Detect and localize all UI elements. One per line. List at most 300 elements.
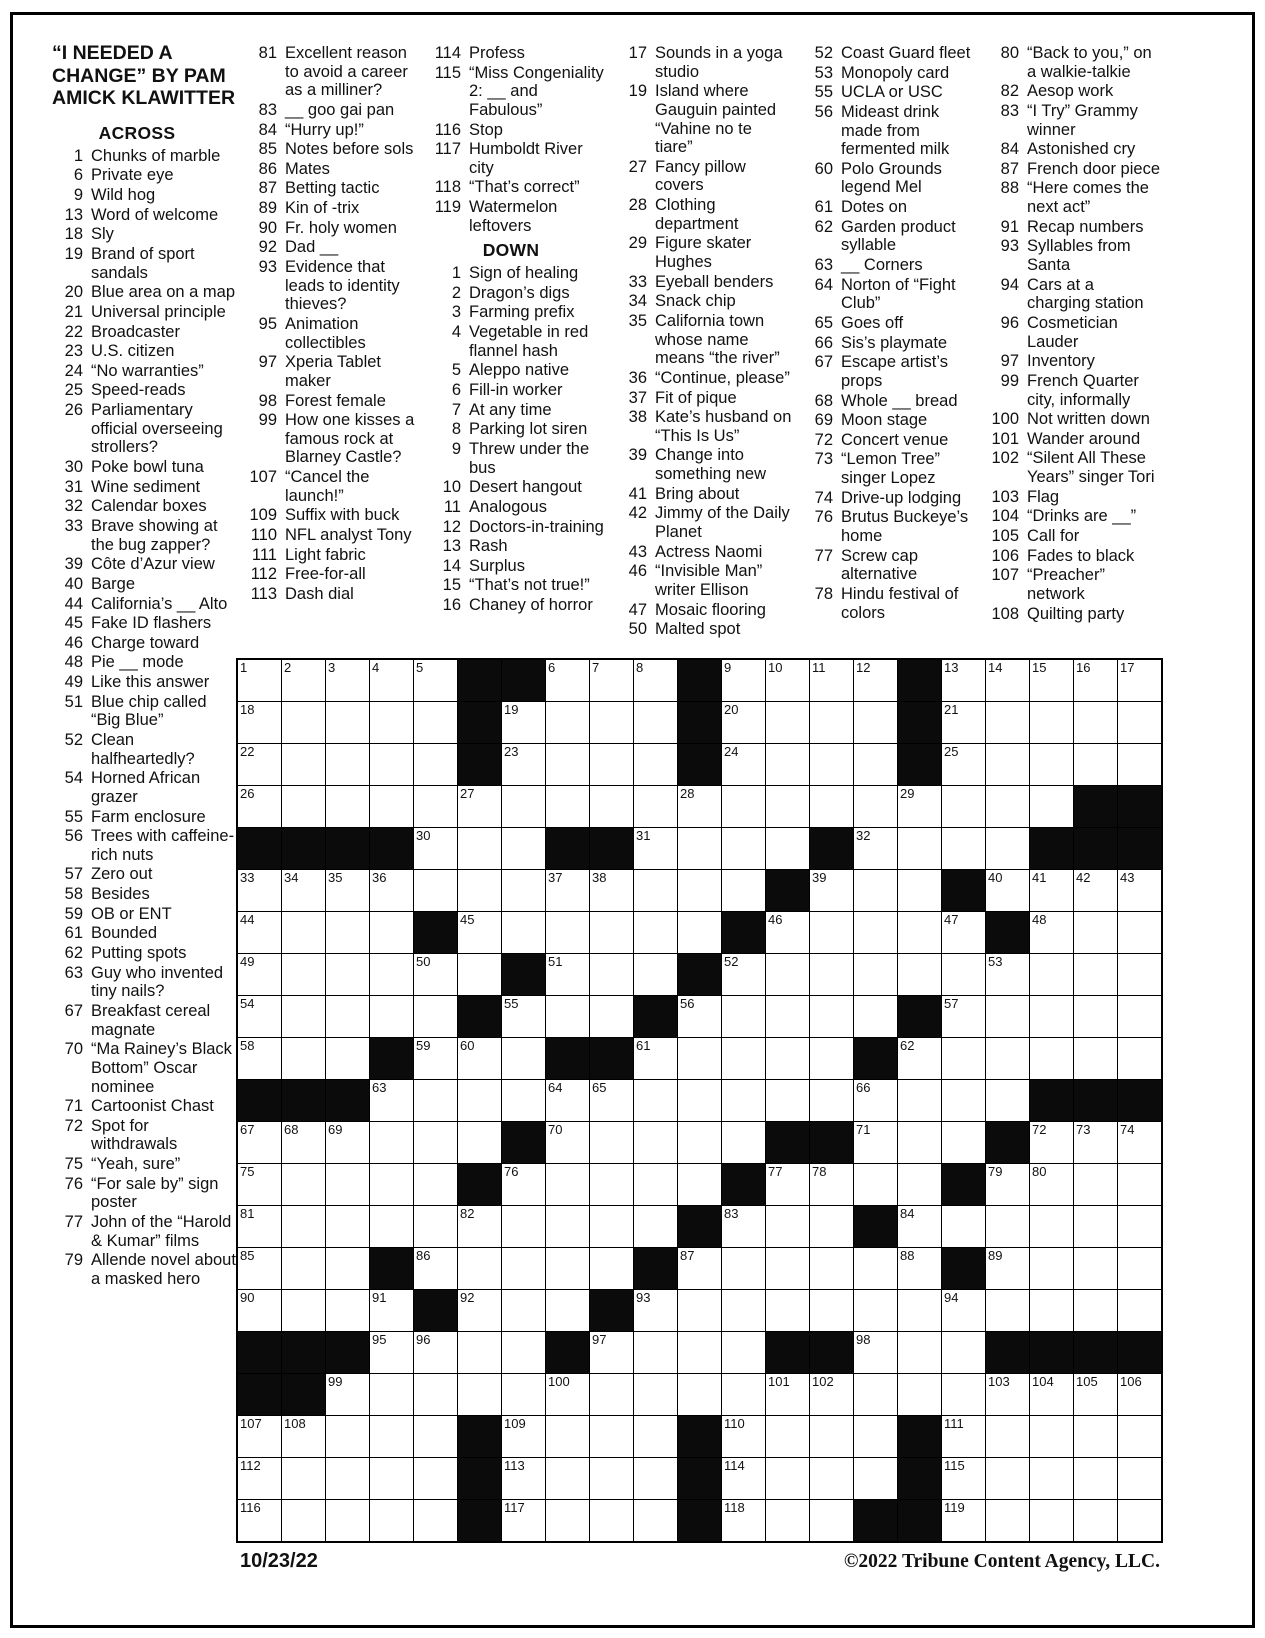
grid-cell[interactable] <box>458 954 501 995</box>
grid-cell[interactable] <box>1074 702 1117 743</box>
grid-cell[interactable] <box>370 1080 413 1121</box>
grid-cell[interactable] <box>590 1374 633 1415</box>
grid-cell[interactable] <box>722 1122 765 1163</box>
grid-cell[interactable] <box>942 954 985 995</box>
grid-cell[interactable] <box>854 1122 897 1163</box>
grid-cell[interactable] <box>678 786 721 827</box>
grid-cell[interactable] <box>722 870 765 911</box>
grid-cell[interactable] <box>942 1458 985 1499</box>
grid-cell[interactable] <box>1030 1164 1073 1205</box>
grid-cell[interactable] <box>634 1458 677 1499</box>
grid-cell[interactable] <box>634 912 677 953</box>
grid-cell[interactable] <box>1030 1500 1073 1541</box>
grid-cell[interactable] <box>1074 954 1117 995</box>
grid-cell[interactable] <box>766 1374 809 1415</box>
grid-cell[interactable] <box>326 1374 369 1415</box>
grid-cell[interactable] <box>722 1500 765 1541</box>
grid-cell[interactable] <box>1030 1416 1073 1457</box>
grid-cell[interactable] <box>414 1500 457 1541</box>
grid-cell[interactable] <box>458 1332 501 1373</box>
grid-cell[interactable] <box>986 1458 1029 1499</box>
grid-cell[interactable] <box>502 1458 545 1499</box>
grid-cell[interactable] <box>854 1164 897 1205</box>
grid-cell[interactable] <box>326 954 369 995</box>
grid-cell[interactable] <box>546 954 589 995</box>
grid-cell[interactable] <box>414 1164 457 1205</box>
grid-cell[interactable] <box>854 954 897 995</box>
grid-cell[interactable] <box>1118 660 1161 701</box>
grid-cell[interactable] <box>722 828 765 869</box>
grid-cell[interactable] <box>942 1416 985 1457</box>
grid-cell[interactable] <box>854 1416 897 1457</box>
grid-cell[interactable] <box>1118 1290 1161 1331</box>
grid-cell[interactable] <box>1118 870 1161 911</box>
grid-cell[interactable] <box>810 1248 853 1289</box>
grid-cell[interactable] <box>942 912 985 953</box>
grid-cell[interactable] <box>1074 744 1117 785</box>
grid-cell[interactable] <box>282 1248 325 1289</box>
grid-cell[interactable] <box>898 1332 941 1373</box>
grid-cell[interactable] <box>810 702 853 743</box>
grid-cell[interactable] <box>590 1500 633 1541</box>
grid-cell[interactable] <box>546 1248 589 1289</box>
grid-cell[interactable] <box>986 744 1029 785</box>
grid-cell[interactable] <box>854 870 897 911</box>
grid-cell[interactable] <box>370 1122 413 1163</box>
grid-cell[interactable] <box>1030 744 1073 785</box>
grid-cell[interactable] <box>1118 1500 1161 1541</box>
grid-cell[interactable] <box>282 744 325 785</box>
grid-cell[interactable] <box>282 1206 325 1247</box>
grid-cell[interactable] <box>986 660 1029 701</box>
grid-cell[interactable] <box>942 1374 985 1415</box>
grid-cell[interactable] <box>678 1122 721 1163</box>
grid-cell[interactable] <box>810 1080 853 1121</box>
grid-cell[interactable] <box>942 1080 985 1121</box>
grid-cell[interactable] <box>414 870 457 911</box>
grid-cell[interactable] <box>238 954 281 995</box>
grid-cell[interactable] <box>458 870 501 911</box>
grid-cell[interactable] <box>414 702 457 743</box>
grid-cell[interactable] <box>722 786 765 827</box>
grid-cell[interactable] <box>282 912 325 953</box>
grid-cell[interactable] <box>414 1206 457 1247</box>
grid-cell[interactable] <box>854 1248 897 1289</box>
grid-cell[interactable] <box>766 1206 809 1247</box>
grid-cell[interactable] <box>854 828 897 869</box>
grid-cell[interactable] <box>1074 1164 1117 1205</box>
grid-cell[interactable] <box>458 828 501 869</box>
grid-cell[interactable] <box>678 1332 721 1373</box>
grid-cell[interactable] <box>414 954 457 995</box>
grid-cell[interactable] <box>326 1248 369 1289</box>
grid-cell[interactable] <box>766 1458 809 1499</box>
grid-cell[interactable] <box>326 870 369 911</box>
grid-cell[interactable] <box>326 660 369 701</box>
grid-cell[interactable] <box>1118 954 1161 995</box>
grid-cell[interactable] <box>458 1290 501 1331</box>
grid-cell[interactable] <box>370 1500 413 1541</box>
grid-cell[interactable] <box>1074 1500 1117 1541</box>
grid-cell[interactable] <box>414 1416 457 1457</box>
grid-cell[interactable] <box>590 1080 633 1121</box>
grid-cell[interactable] <box>634 1332 677 1373</box>
grid-cell[interactable] <box>898 1374 941 1415</box>
grid-cell[interactable] <box>898 1080 941 1121</box>
grid-cell[interactable] <box>898 1206 941 1247</box>
grid-cell[interactable] <box>634 1080 677 1121</box>
grid-cell[interactable] <box>370 912 413 953</box>
grid-cell[interactable] <box>502 1164 545 1205</box>
grid-cell[interactable] <box>678 1374 721 1415</box>
grid-cell[interactable] <box>1030 996 1073 1037</box>
grid-cell[interactable] <box>370 1416 413 1457</box>
grid-cell[interactable] <box>502 1416 545 1457</box>
grid-cell[interactable] <box>282 870 325 911</box>
grid-cell[interactable] <box>502 1248 545 1289</box>
grid-cell[interactable] <box>1074 1038 1117 1079</box>
grid-cell[interactable] <box>1074 1290 1117 1331</box>
grid-cell[interactable] <box>546 702 589 743</box>
grid-cell[interactable] <box>326 786 369 827</box>
grid-cell[interactable] <box>546 1416 589 1457</box>
grid-cell[interactable] <box>590 1332 633 1373</box>
grid-cell[interactable] <box>326 1458 369 1499</box>
grid-cell[interactable] <box>678 1290 721 1331</box>
grid-cell[interactable] <box>986 828 1029 869</box>
grid-cell[interactable] <box>502 1500 545 1541</box>
grid-cell[interactable] <box>766 786 809 827</box>
grid-cell[interactable] <box>634 870 677 911</box>
grid-cell[interactable] <box>1030 1458 1073 1499</box>
grid-cell[interactable] <box>282 786 325 827</box>
grid-cell[interactable] <box>238 1122 281 1163</box>
grid-cell[interactable] <box>810 1374 853 1415</box>
grid-cell[interactable] <box>1074 660 1117 701</box>
grid-cell[interactable] <box>986 1206 1029 1247</box>
grid-cell[interactable] <box>766 660 809 701</box>
grid-cell[interactable] <box>854 1290 897 1331</box>
grid-cell[interactable] <box>326 1164 369 1205</box>
grid-cell[interactable] <box>634 828 677 869</box>
grid-cell[interactable] <box>986 1080 1029 1121</box>
grid-cell[interactable] <box>502 1290 545 1331</box>
grid-cell[interactable] <box>678 1164 721 1205</box>
grid-cell[interactable] <box>678 1080 721 1121</box>
grid-cell[interactable] <box>986 996 1029 1037</box>
grid-cell[interactable] <box>678 1038 721 1079</box>
grid-cell[interactable] <box>854 744 897 785</box>
grid-cell[interactable] <box>634 954 677 995</box>
grid-cell[interactable] <box>810 1500 853 1541</box>
grid-cell[interactable] <box>238 1164 281 1205</box>
grid-cell[interactable] <box>590 660 633 701</box>
grid-cell[interactable] <box>238 1290 281 1331</box>
grid-cell[interactable] <box>1074 996 1117 1037</box>
grid-cell[interactable] <box>370 660 413 701</box>
grid-cell[interactable] <box>370 1458 413 1499</box>
grid-cell[interactable] <box>898 870 941 911</box>
grid-cell[interactable] <box>326 996 369 1037</box>
grid-cell[interactable] <box>238 1206 281 1247</box>
grid-cell[interactable] <box>326 1290 369 1331</box>
grid-cell[interactable] <box>414 996 457 1037</box>
grid-cell[interactable] <box>458 1122 501 1163</box>
grid-cell[interactable] <box>634 1416 677 1457</box>
grid-cell[interactable] <box>326 1038 369 1079</box>
grid-cell[interactable] <box>854 1080 897 1121</box>
grid-cell[interactable] <box>986 1248 1029 1289</box>
grid-cell[interactable] <box>1030 870 1073 911</box>
grid-cell[interactable] <box>1030 660 1073 701</box>
grid-cell[interactable] <box>590 912 633 953</box>
grid-cell[interactable] <box>678 870 721 911</box>
grid-cell[interactable] <box>1074 870 1117 911</box>
grid-cell[interactable] <box>678 912 721 953</box>
grid-cell[interactable] <box>1118 702 1161 743</box>
grid-cell[interactable] <box>986 1374 1029 1415</box>
grid-cell[interactable] <box>238 660 281 701</box>
grid-cell[interactable] <box>1030 1122 1073 1163</box>
grid-cell[interactable] <box>986 702 1029 743</box>
grid-cell[interactable] <box>1030 954 1073 995</box>
grid-cell[interactable] <box>942 1500 985 1541</box>
grid-cell[interactable] <box>722 954 765 995</box>
grid-cell[interactable] <box>1074 912 1117 953</box>
grid-cell[interactable] <box>678 828 721 869</box>
grid-cell[interactable] <box>1030 1248 1073 1289</box>
grid-cell[interactable] <box>326 1122 369 1163</box>
grid-cell[interactable] <box>854 912 897 953</box>
grid-cell[interactable] <box>370 1332 413 1373</box>
grid-cell[interactable] <box>590 702 633 743</box>
grid-cell[interactable] <box>502 996 545 1037</box>
grid-cell[interactable] <box>634 1374 677 1415</box>
grid-cell[interactable] <box>1118 1458 1161 1499</box>
grid-cell[interactable] <box>282 1458 325 1499</box>
grid-cell[interactable] <box>458 1080 501 1121</box>
grid-cell[interactable] <box>282 1164 325 1205</box>
grid-cell[interactable] <box>590 1164 633 1205</box>
grid-cell[interactable] <box>370 786 413 827</box>
grid-cell[interactable] <box>546 1206 589 1247</box>
grid-cell[interactable] <box>546 1500 589 1541</box>
grid-cell[interactable] <box>1074 1248 1117 1289</box>
grid-cell[interactable] <box>766 912 809 953</box>
grid-cell[interactable] <box>986 786 1029 827</box>
grid-cell[interactable] <box>722 1332 765 1373</box>
grid-cell[interactable] <box>502 1332 545 1373</box>
grid-cell[interactable] <box>810 954 853 995</box>
grid-cell[interactable] <box>238 1458 281 1499</box>
grid-cell[interactable] <box>502 744 545 785</box>
grid-cell[interactable] <box>238 912 281 953</box>
grid-cell[interactable] <box>1030 1038 1073 1079</box>
grid-cell[interactable] <box>766 1164 809 1205</box>
grid-cell[interactable] <box>370 1290 413 1331</box>
grid-cell[interactable] <box>590 954 633 995</box>
grid-cell[interactable] <box>370 954 413 995</box>
grid-cell[interactable] <box>414 660 457 701</box>
grid-cell[interactable] <box>414 1122 457 1163</box>
grid-cell[interactable] <box>238 744 281 785</box>
grid-cell[interactable] <box>942 828 985 869</box>
grid-cell[interactable] <box>766 1500 809 1541</box>
grid-cell[interactable] <box>414 828 457 869</box>
grid-cell[interactable] <box>634 1164 677 1205</box>
grid-cell[interactable] <box>766 954 809 995</box>
grid-cell[interactable] <box>370 702 413 743</box>
grid-cell[interactable] <box>1030 912 1073 953</box>
grid-cell[interactable] <box>502 702 545 743</box>
grid-cell[interactable] <box>634 1206 677 1247</box>
grid-cell[interactable] <box>502 912 545 953</box>
grid-cell[interactable] <box>590 786 633 827</box>
grid-cell[interactable] <box>1118 996 1161 1037</box>
grid-cell[interactable] <box>370 744 413 785</box>
grid-cell[interactable] <box>502 828 545 869</box>
grid-cell[interactable] <box>634 744 677 785</box>
grid-cell[interactable] <box>1118 1248 1161 1289</box>
grid-cell[interactable] <box>986 1500 1029 1541</box>
grid-cell[interactable] <box>1074 1374 1117 1415</box>
grid-cell[interactable] <box>502 1038 545 1079</box>
grid-cell[interactable] <box>546 1290 589 1331</box>
grid-cell[interactable] <box>1074 1206 1117 1247</box>
grid-cell[interactable] <box>414 1374 457 1415</box>
grid-cell[interactable] <box>810 1164 853 1205</box>
grid-cell[interactable] <box>1030 702 1073 743</box>
grid-cell[interactable] <box>326 702 369 743</box>
grid-cell[interactable] <box>590 996 633 1037</box>
grid-cell[interactable] <box>1118 1416 1161 1457</box>
grid-cell[interactable] <box>282 1290 325 1331</box>
grid-cell[interactable] <box>282 954 325 995</box>
grid-cell[interactable] <box>590 1206 633 1247</box>
grid-cell[interactable] <box>854 1332 897 1373</box>
grid-cell[interactable] <box>722 1458 765 1499</box>
grid-cell[interactable] <box>238 996 281 1037</box>
grid-cell[interactable] <box>546 1122 589 1163</box>
grid-cell[interactable] <box>810 996 853 1037</box>
grid-cell[interactable] <box>546 1374 589 1415</box>
grid-cell[interactable] <box>546 1080 589 1121</box>
grid-cell[interactable] <box>722 996 765 1037</box>
grid-cell[interactable] <box>942 744 985 785</box>
grid-cell[interactable] <box>722 1080 765 1121</box>
grid-cell[interactable] <box>722 744 765 785</box>
grid-cell[interactable] <box>854 660 897 701</box>
grid-cell[interactable] <box>326 912 369 953</box>
grid-cell[interactable] <box>722 1416 765 1457</box>
grid-cell[interactable] <box>854 1458 897 1499</box>
grid-cell[interactable] <box>898 786 941 827</box>
grid-cell[interactable] <box>546 660 589 701</box>
grid-cell[interactable] <box>854 1374 897 1415</box>
grid-cell[interactable] <box>942 1332 985 1373</box>
grid-cell[interactable] <box>238 1038 281 1079</box>
grid-cell[interactable] <box>634 1122 677 1163</box>
grid-cell[interactable] <box>898 954 941 995</box>
grid-cell[interactable] <box>502 1080 545 1121</box>
grid-cell[interactable] <box>898 912 941 953</box>
grid-cell[interactable] <box>546 912 589 953</box>
grid-cell[interactable] <box>458 786 501 827</box>
grid-cell[interactable] <box>458 1374 501 1415</box>
grid-cell[interactable] <box>766 996 809 1037</box>
grid-cell[interactable] <box>766 1248 809 1289</box>
grid-cell[interactable] <box>854 702 897 743</box>
grid-cell[interactable] <box>854 996 897 1037</box>
grid-cell[interactable] <box>942 786 985 827</box>
grid-cell[interactable] <box>370 996 413 1037</box>
grid-cell[interactable] <box>634 1500 677 1541</box>
grid-cell[interactable] <box>986 870 1029 911</box>
grid-cell[interactable] <box>942 1206 985 1247</box>
grid-cell[interactable] <box>634 1038 677 1079</box>
grid-cell[interactable] <box>1030 786 1073 827</box>
grid-cell[interactable] <box>986 1416 1029 1457</box>
grid-cell[interactable] <box>810 786 853 827</box>
grid-cell[interactable] <box>1030 1374 1073 1415</box>
grid-cell[interactable] <box>986 1164 1029 1205</box>
grid-cell[interactable] <box>326 1206 369 1247</box>
grid-cell[interactable] <box>238 702 281 743</box>
grid-cell[interactable] <box>326 744 369 785</box>
grid-cell[interactable] <box>898 828 941 869</box>
grid-cell[interactable] <box>722 1206 765 1247</box>
grid-cell[interactable] <box>634 1290 677 1331</box>
grid-cell[interactable] <box>722 702 765 743</box>
grid-cell[interactable] <box>546 1458 589 1499</box>
grid-cell[interactable] <box>810 1458 853 1499</box>
grid-cell[interactable] <box>810 912 853 953</box>
grid-cell[interactable] <box>502 786 545 827</box>
grid-cell[interactable] <box>634 786 677 827</box>
grid-cell[interactable] <box>942 1122 985 1163</box>
grid-cell[interactable] <box>1118 744 1161 785</box>
grid-cell[interactable] <box>1118 1038 1161 1079</box>
grid-cell[interactable] <box>722 1290 765 1331</box>
grid-cell[interactable] <box>238 870 281 911</box>
grid-cell[interactable] <box>282 996 325 1037</box>
grid-cell[interactable] <box>458 1248 501 1289</box>
grid-cell[interactable] <box>810 1038 853 1079</box>
grid-cell[interactable] <box>414 786 457 827</box>
grid-cell[interactable] <box>942 1038 985 1079</box>
grid-cell[interactable] <box>1118 1206 1161 1247</box>
grid-cell[interactable] <box>458 1038 501 1079</box>
grid-cell[interactable] <box>766 744 809 785</box>
grid-cell[interactable] <box>722 1374 765 1415</box>
grid-cell[interactable] <box>590 1458 633 1499</box>
grid-cell[interactable] <box>766 1290 809 1331</box>
grid-cell[interactable] <box>414 1332 457 1373</box>
grid-cell[interactable] <box>546 744 589 785</box>
grid-cell[interactable] <box>810 1206 853 1247</box>
grid-cell[interactable] <box>1074 1458 1117 1499</box>
grid-cell[interactable] <box>370 1164 413 1205</box>
grid-cell[interactable] <box>942 1290 985 1331</box>
grid-cell[interactable] <box>282 1038 325 1079</box>
grid-cell[interactable] <box>414 1458 457 1499</box>
grid-cell[interactable] <box>678 996 721 1037</box>
grid-cell[interactable] <box>502 1206 545 1247</box>
grid-cell[interactable] <box>942 702 985 743</box>
grid-cell[interactable] <box>1118 1374 1161 1415</box>
grid-cell[interactable] <box>238 1248 281 1289</box>
grid-cell[interactable] <box>282 660 325 701</box>
